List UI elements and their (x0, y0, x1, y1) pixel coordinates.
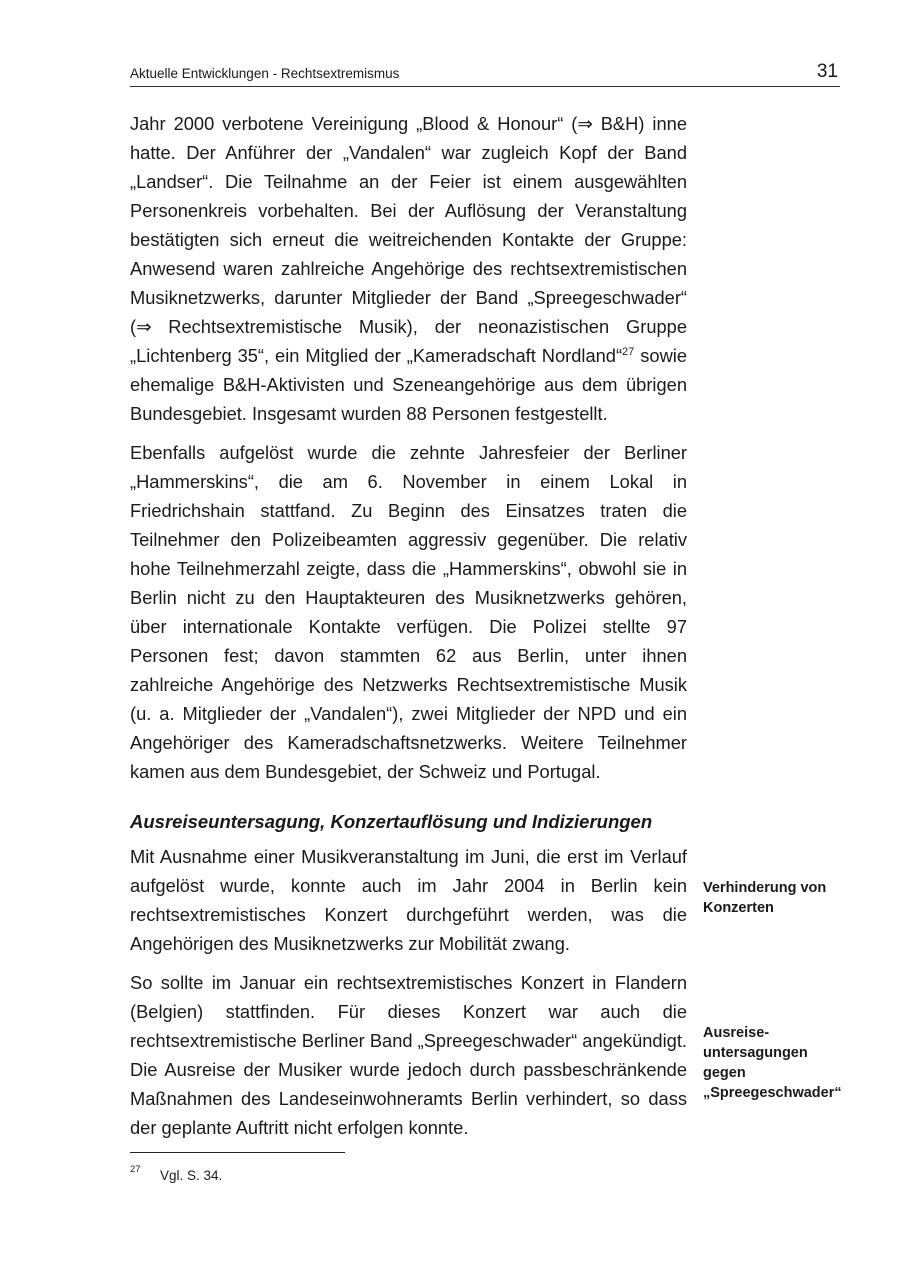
paragraph-3: Mit Ausnahme einer Musikveranstaltung im Juni, die erst im Verlauf aufgelöst wurde, konnte auch im Jahr 2004 in Berlin kein rechtsextremistisches Konzert durchgeführt werden, was die Angehörigen des Musiknetzwerks zur Mobilität zwang. (130, 846, 687, 954)
running-title: Aktuelle Entwicklungen - Rechtsextremismus (130, 66, 400, 81)
page-header (130, 61, 840, 87)
paragraph-1-part-a: Jahr 2000 verbotene Vereinigung „Blood & Honour“ (⇒ B&H) inne hatte. Der Anführer der „Vandalen“ war zugleich Kopf der Band „Landser“. Die Teilnahme an der Feier ist einem ausgewählten Personenkreis vorbehalten. Bei der Auflösung der Veranstaltung bestätigten sich erneut die weitreichenden Kontakte der Gruppe: Anwesend waren zahlreiche Angehörige des rechtsextremistischen Musiknetzwerks, darunter Mitglieder der Band „Spreegeschwader“ (⇒ Rechtsextremistische Musik), der neonazistischen Gruppe „Lichtenberg 35“, ein Mitglied der „Kameradschaft Nordland“ (130, 113, 687, 366)
page-number: 31 (816, 61, 838, 82)
margin-note-concerts: Verhinderung von Konzerten (703, 880, 827, 916)
main-text (130, 109, 687, 1142)
footnote-reference: 27 (622, 345, 635, 358)
footnote-text: Vgl. S. 34. (160, 1168, 223, 1183)
section-heading: Ausreiseuntersagung, Konzertauflösung und Indizierungen (130, 811, 653, 832)
margin-note-exit-bans: Ausreise-untersagungen gegen „Spreegeschwader“ (703, 1025, 842, 1101)
paragraph-4: So sollte im Januar ein rechtsextremistisches Konzert in Flandern (Belgien) stattfinden. Für dieses Konzert war auch die rechtsextremistische Berliner Band „Spreegeschwader“ angekündigt. Die Ausreise der Musiker wurde jedoch durch passbeschränkende Maßnahmen des Landeseinwohneramts Berlin verhindert, so dass der geplante Auftritt nicht erfolgen konnte. (130, 972, 687, 1138)
paragraph-2: Ebenfalls aufgelöst wurde die zehnte Jahresfeier der Berliner „Hammerskins“, die am 6. November in einem Lokal in Friedrichshain stattfand. Zu Beginn des Einsatzes traten die Teilnehmer den Polizeibeamten aggressiv gegenüber. Die relativ hohe Teilnehmerzahl zeigte, dass die „Hammerskins“, obwohl sie in Berlin nicht zu den Hauptakteuren des Musiknetzwerks gehören, über internationale Kontakte verfügen. Die Polizei stellte 97 Personen fest; davon stammten 62 aus Berlin, unter ihnen zahlreiche Angehörige des Netzwerks Rechtsextremistische Musik (u. a. Mitglieder der „Vandalen“), zwei Mitglieder der NPD und ein Angehöriger des Kameradschaftsnetzwerks. Weitere Teilnehmer kamen aus dem Bundesgebiet, der Schweiz und Portugal. (130, 442, 687, 782)
paragraph-1-part-b: sowie ehemalige B&H-Aktivisten und Szeneangehörige aus dem übrigen Bundesgebiet. Insgesamt wurden 88 Personen festgestellt. (130, 345, 687, 424)
paragraph-1 (130, 109, 687, 428)
footnote-number: 27 (130, 1164, 141, 1175)
footnote-separator (130, 1152, 345, 1153)
